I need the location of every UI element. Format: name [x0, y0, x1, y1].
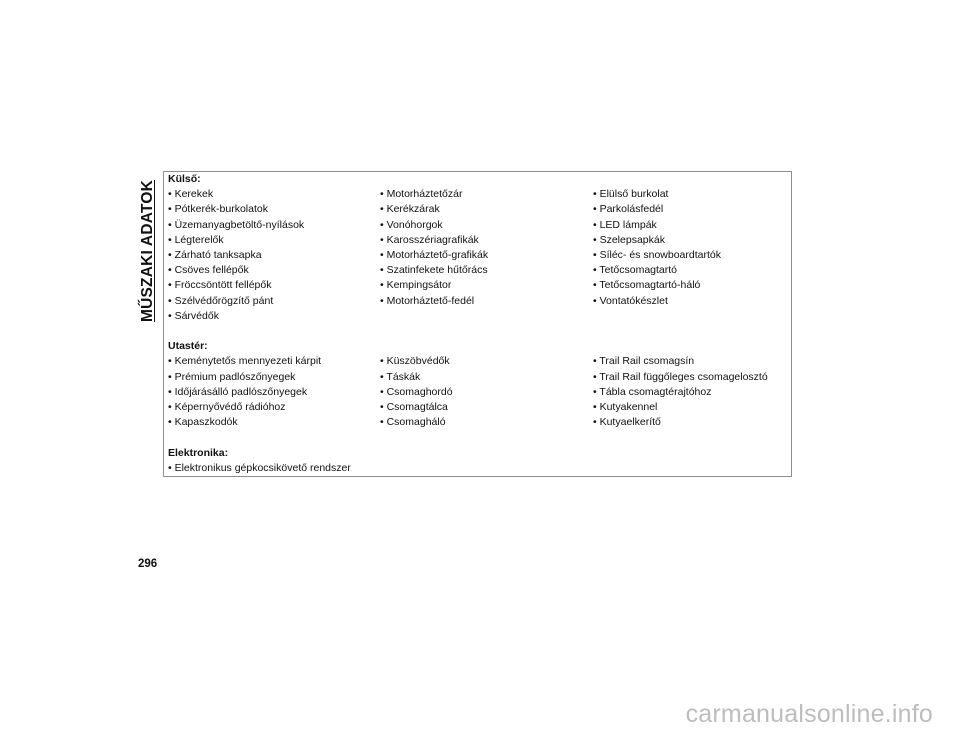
list-item: • Elülső burkolat: [593, 188, 669, 201]
list-item: • Motorháztetőzár: [380, 188, 463, 201]
table-row: [168, 370, 788, 385]
list-item: • Képernyővédő rádióhoz: [168, 401, 286, 414]
list-item: • Légterelők: [168, 233, 224, 246]
table-row: [168, 461, 788, 476]
list-item: • Küszöbvédők: [380, 355, 450, 368]
list-item: • Üzemanyagbetöltő-nyílások: [168, 218, 305, 231]
list-item: [380, 461, 593, 476]
exterior-rows: [168, 187, 788, 324]
list-item: • Kutyaelkerítő: [593, 416, 661, 429]
list-item: • Elektronikus gépkocsikövető rendszer: [168, 461, 351, 474]
list-item: • Szélvédőrögzítő pánt: [168, 294, 274, 307]
list-item: • Motorháztető-fedél: [380, 294, 475, 307]
list-item: • Prémium padlószőnyegek: [168, 370, 296, 383]
list-item: • Tábla csomagtérajtóhoz: [593, 385, 712, 398]
list-item: • Csomagháló: [380, 416, 446, 429]
list-item: • Trail Rail csomagsín: [593, 355, 695, 368]
list-item: [593, 309, 788, 324]
list-item: • Karosszériagrafikák: [380, 233, 479, 246]
list-item: • Fröccsöntött fellépők: [168, 279, 272, 292]
list-item: • Csomagtálca: [380, 401, 448, 414]
section-spacer: [168, 324, 788, 339]
list-item: • Kempingsátor: [380, 279, 452, 292]
table-row: [168, 248, 788, 263]
list-item: • Kerékzárak: [380, 203, 440, 216]
table-row: [168, 400, 788, 415]
list-item: • Kerekek: [168, 188, 214, 201]
table-row: [168, 294, 788, 309]
list-item: • Vontatókészlet: [593, 294, 668, 307]
list-item: • Vonóhorgok: [380, 218, 443, 231]
table-row: [168, 233, 788, 248]
side-title: [139, 172, 157, 330]
list-item: [593, 461, 788, 476]
section-electronics: [168, 446, 788, 476]
list-item: • Szelepsapkák: [593, 233, 665, 246]
accessories-table: [168, 172, 788, 476]
table-row: [168, 278, 788, 293]
list-item: [380, 309, 593, 324]
list-item: • Síléc- és snowboardtartók: [593, 249, 721, 262]
section-spacer: [168, 430, 788, 445]
table-row: [168, 187, 788, 202]
list-item: • Időjárásálló padlószőnyegek: [168, 385, 308, 398]
list-item: • Csöves fellépők: [168, 264, 249, 277]
section-heading-interior: Utastér:: [168, 340, 208, 353]
list-item: • Motorháztető-grafikák: [380, 249, 489, 262]
list-item: • Keménytetős mennyezeti kárpit: [168, 355, 322, 368]
table-row: [168, 309, 788, 324]
list-item: • Tetőcsomagtartó: [593, 264, 678, 277]
table-row: [168, 385, 788, 400]
table-row: [168, 263, 788, 278]
list-item: • Kapaszkodók: [168, 416, 238, 429]
section-interior: [168, 339, 788, 430]
list-item: • Csomaghordó: [380, 385, 453, 398]
list-item: • Kutyakennel: [593, 401, 658, 414]
list-item: • Parkolásfedél: [593, 203, 664, 216]
list-item: • Trail Rail függőleges csomagelosztó: [593, 370, 768, 383]
section-heading-exterior: Külső:: [168, 173, 201, 185]
list-item: • Táskák: [380, 370, 421, 383]
list-item: • Tetőcsomagtartó-háló: [593, 279, 701, 292]
list-item: • Zárható tanksapka: [168, 249, 262, 262]
page-number: 296: [138, 558, 158, 570]
list-item: • Sárvédők: [168, 309, 219, 322]
list-item: • Szatinfekete hűtőrács: [380, 264, 488, 277]
section-exterior: [168, 172, 788, 324]
table-row: [168, 218, 788, 233]
table-row: [168, 202, 788, 217]
table-row: [168, 415, 788, 430]
list-item: • Pótkerék-burkolatok: [168, 203, 268, 216]
side-title-text: MŰSZAKI ADATOK: [139, 179, 157, 323]
watermark: carmanualsonline.info: [685, 700, 933, 728]
list-item: • LED lámpák: [593, 218, 657, 231]
electronics-rows: [168, 461, 788, 476]
interior-rows: [168, 354, 788, 430]
section-heading-electronics: Elektronika:: [168, 446, 229, 459]
table-row: [168, 354, 788, 369]
